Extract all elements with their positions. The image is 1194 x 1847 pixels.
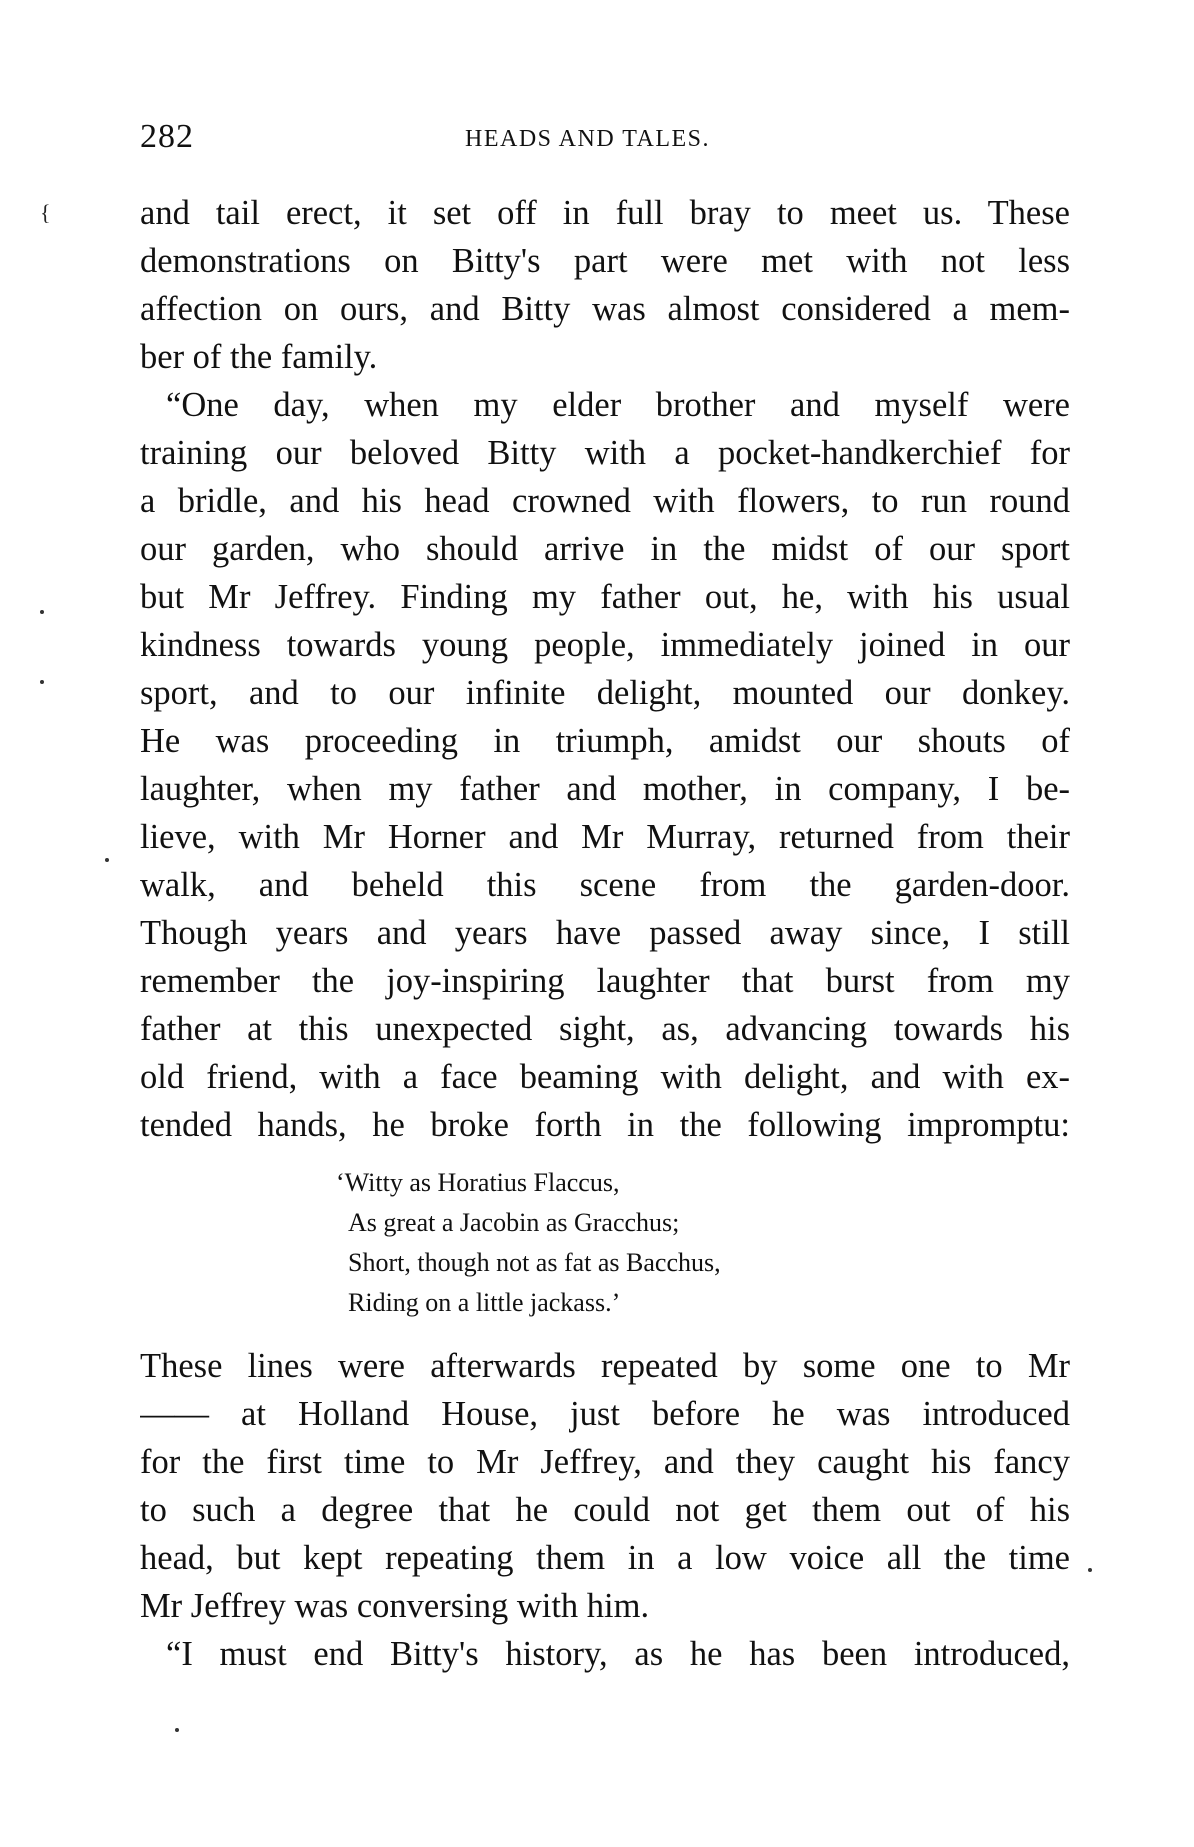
text-line: “I must end Bitty's history, as he has been introduced, — [166, 1635, 1070, 1673]
text-line: “One day, when my elder brother and myself were — [166, 386, 1070, 424]
text-line: and tail erect, it set off in full bray to meet us. These — [140, 194, 1070, 232]
text-line: training our beloved Bitty with a pocket-handkerchief for — [140, 434, 1070, 472]
verse-line: Riding on a little jackass.’ — [348, 1288, 621, 1317]
text-line: affection on ours, and Bitty was almost considered a mem- — [140, 290, 1070, 328]
text-line: our garden, who should arrive in the midst of our sport — [140, 530, 1070, 568]
text-line: demonstrations on Bitty's part were met with not less — [140, 242, 1070, 280]
margin-speck — [40, 610, 44, 614]
page-number: 282 — [140, 118, 194, 155]
paragraph-these-lines — [140, 1342, 1070, 1630]
verse-line: Short, though not as fat as Bacchus, — [348, 1248, 721, 1277]
text-line: tended hands, he broke forth in the following impromptu: — [140, 1106, 1070, 1144]
text-line: a bridle, and his head crowned with flowers, to run round — [140, 482, 1070, 520]
margin-bracket-mark: { — [40, 200, 51, 225]
paragraph-bitty-history — [140, 1630, 1070, 1678]
text-line: —— at Holland House, just before he was introduced — [140, 1395, 1070, 1433]
verse-impromptu — [336, 1163, 856, 1323]
margin-speck — [175, 1728, 179, 1732]
verse-line: As great a Jacobin as Gracchus; — [348, 1208, 680, 1237]
running-title: HEADS AND TALES. — [465, 126, 710, 152]
text-line: for the first time to Mr Jeffrey, and they caught his fancy — [140, 1443, 1070, 1481]
text-line: Mr Jeffrey was conversing with him. — [140, 1587, 650, 1625]
text-line: sport, and to our infinite delight, mounted our donkey. — [140, 674, 1070, 712]
text-line: lieve, with Mr Horner and Mr Murray, returned from their — [140, 818, 1070, 856]
text-line: to such a degree that he could not get them out of his — [140, 1491, 1070, 1529]
page-header — [140, 118, 1070, 158]
text-line: ber of the family. — [140, 338, 378, 376]
text-line: remember the joy-inspiring laughter that burst from my — [140, 962, 1070, 1000]
margin-speck — [1088, 1568, 1092, 1572]
text-line: old friend, with a face beaming with delight, and with ex- — [140, 1058, 1070, 1096]
text-line: head, but kept repeating them in a low voice all the time — [140, 1539, 1070, 1577]
text-line: These lines were afterwards repeated by some one to Mr — [140, 1347, 1070, 1385]
text-line: Though years and years have passed away since, I still — [140, 914, 1070, 952]
text-line: walk, and beheld this scene from the garden-door. — [140, 866, 1070, 904]
text-line: He was proceeding in triumph, amidst our shouts of — [140, 722, 1070, 760]
text-line: laughter, when my father and mother, in company, I be- — [140, 770, 1070, 808]
text-line: but Mr Jeffrey. Finding my father out, he, with his usual — [140, 578, 1070, 616]
text-line: kindness towards young people, immediately joined in our — [140, 626, 1070, 664]
margin-speck — [105, 858, 109, 862]
paragraph-one-day — [140, 381, 1070, 1149]
verse-line: ‘Witty as Horatius Flaccus, — [336, 1168, 620, 1197]
text-line: father at this unexpected sight, as, advancing towards his — [140, 1010, 1070, 1048]
margin-speck — [40, 680, 44, 684]
paragraph-continuation — [140, 189, 1070, 381]
